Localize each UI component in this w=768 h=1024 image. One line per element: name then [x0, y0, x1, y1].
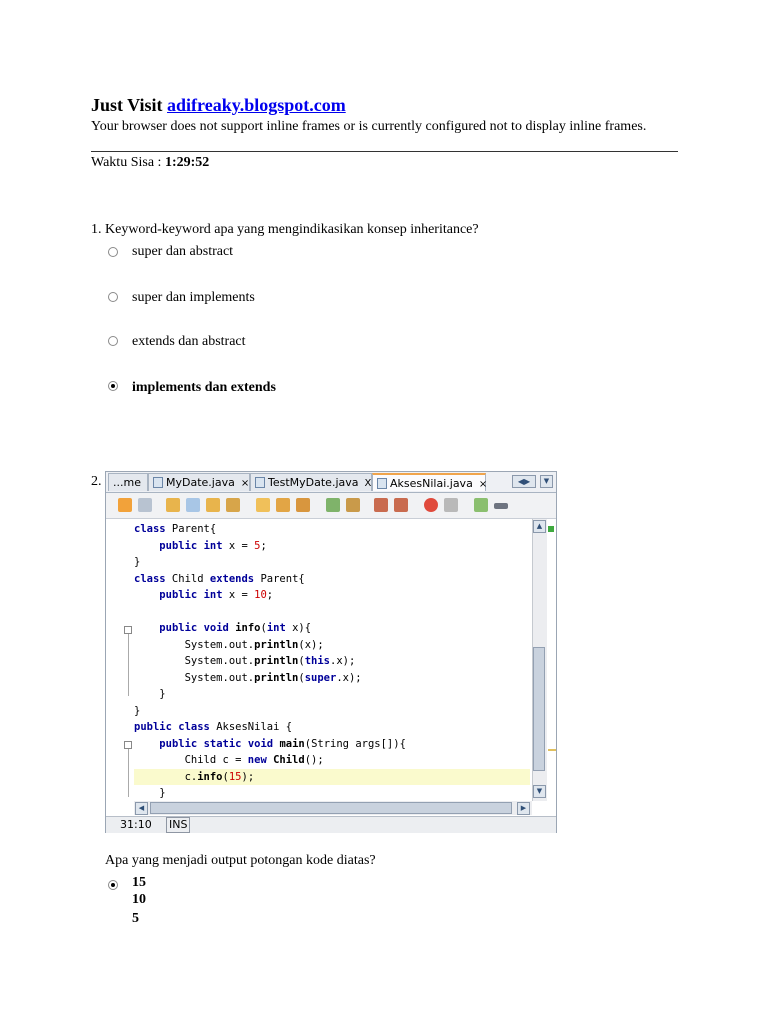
tab-list-icon: ▼	[540, 475, 553, 488]
code-line: System.out.println(x);	[134, 638, 324, 651]
editor-toolbar	[106, 493, 556, 519]
code-line: public void info(int x){	[159, 622, 312, 634]
question-2-number: 2.	[91, 474, 102, 489]
code-line: public static void main(String args[]){	[159, 737, 406, 750]
question-1-text: 1. Keyword-keyword apa yang mengindikasikan konsep inheritance?	[91, 222, 479, 237]
fold-guide	[128, 634, 129, 696]
uncomment-icon	[394, 498, 408, 512]
code-line: class Parent{	[134, 523, 217, 535]
q2-answer-3: 5	[132, 911, 139, 926]
code-line: System.out.println(super.x);	[134, 671, 362, 684]
editor-tab-bar	[106, 472, 556, 493]
java-file-icon	[377, 478, 387, 489]
find-next-icon	[206, 498, 220, 512]
editor-status-bar	[106, 816, 556, 833]
scroll-down-icon: ▼	[533, 785, 546, 798]
tab-aksesnilai-label: AksesNilai.java	[390, 477, 473, 490]
record-macro-icon	[424, 498, 438, 512]
close-icon: ×	[240, 478, 250, 489]
q1-option-4-label[interactable]: implements dan extends	[132, 380, 276, 395]
q1-option-2-label[interactable]: super dan implements	[132, 290, 255, 305]
q2-answer-radio[interactable]	[108, 880, 118, 890]
back-icon	[118, 498, 132, 512]
fold-guide	[128, 749, 129, 797]
close-icon: ×	[478, 479, 488, 490]
tab-mydate	[148, 473, 250, 491]
format-icon	[474, 498, 488, 512]
code-editor	[106, 519, 556, 812]
prev-bookmark-icon	[256, 498, 270, 512]
title-prefix: Just Visit	[91, 95, 163, 115]
tab-home-label: ...me	[113, 476, 141, 489]
ide-screenshot	[105, 471, 557, 833]
code-line: public int x = 10;	[159, 589, 274, 601]
q1-option-1-radio[interactable]	[108, 247, 118, 257]
code-line: }	[134, 556, 141, 568]
tab-home	[108, 473, 148, 491]
code-line: public class AksesNilai {	[134, 721, 293, 733]
timer-label: Waktu Sisa :	[91, 155, 162, 170]
page-title	[91, 95, 346, 116]
lines-icon	[494, 503, 508, 509]
code-line: class Child extends Parent{	[134, 572, 305, 585]
question-2-text: Apa yang menjadi output potongan kode diatas?	[105, 853, 376, 868]
q1-option-3-label[interactable]: extends dan abstract	[132, 334, 246, 349]
tab-aksesnilai	[372, 473, 486, 491]
q1-option-3-radio[interactable]	[108, 336, 118, 346]
horizontal-scroll-thumb	[150, 802, 512, 814]
java-file-icon	[153, 477, 163, 488]
shift-left-icon	[326, 498, 340, 512]
code-line: public int x = 5;	[159, 539, 267, 552]
insert-mode: INS	[166, 817, 190, 833]
code-line: Child c = new Child();	[134, 754, 324, 766]
tab-testmydate	[250, 473, 372, 491]
error-stripe-mark	[548, 749, 556, 751]
q2-answer-1: 15	[132, 875, 146, 890]
fold-icon	[124, 626, 132, 634]
comment-icon	[374, 498, 388, 512]
close-icon: X	[364, 478, 372, 489]
scroll-right-icon: ▶	[517, 802, 530, 815]
find-icon	[166, 498, 180, 512]
vertical-scroll-thumb	[533, 647, 545, 771]
code-line: c.info(15);	[134, 770, 255, 783]
iframe-unsupported-message: Your browser does not support inline frames or is currently configured not to display inline frames.	[91, 119, 647, 134]
q1-option-2-radio[interactable]	[108, 292, 118, 302]
cursor-position: 31:10	[120, 818, 152, 831]
divider	[91, 151, 678, 152]
tab-mydate-label: MyDate.java	[166, 476, 235, 489]
toggle-bookmark-icon	[296, 498, 310, 512]
timer	[91, 155, 209, 171]
stop-macro-icon	[444, 498, 458, 512]
java-file-icon	[255, 477, 265, 488]
code-line: }	[134, 787, 166, 799]
scroll-left-icon: ◀	[135, 802, 148, 815]
next-bookmark-icon	[276, 498, 290, 512]
tab-testmydate-label: TestMyDate.java	[268, 476, 359, 489]
q1-option-1-label[interactable]: super dan abstract	[132, 244, 234, 259]
scroll-up-icon: ▲	[533, 520, 546, 533]
forward-icon	[138, 498, 152, 512]
blog-link[interactable]: adifreaky.blogspot.com	[167, 95, 346, 115]
error-stripe-ok-icon	[548, 526, 554, 532]
code-line: System.out.println(this.x);	[134, 655, 356, 667]
find-prev-icon	[186, 498, 200, 512]
timer-value: 1:29:52	[164, 155, 210, 170]
code-line: }	[134, 688, 166, 700]
q2-answer-2: 10	[132, 892, 146, 907]
q1-option-4-radio[interactable]	[108, 381, 118, 391]
fold-icon	[124, 741, 132, 749]
code-line: }	[134, 704, 141, 717]
shift-right-icon	[346, 498, 360, 512]
toggle-highlight-icon	[226, 498, 240, 512]
tab-scroll-icon: ◀▶	[512, 475, 536, 488]
